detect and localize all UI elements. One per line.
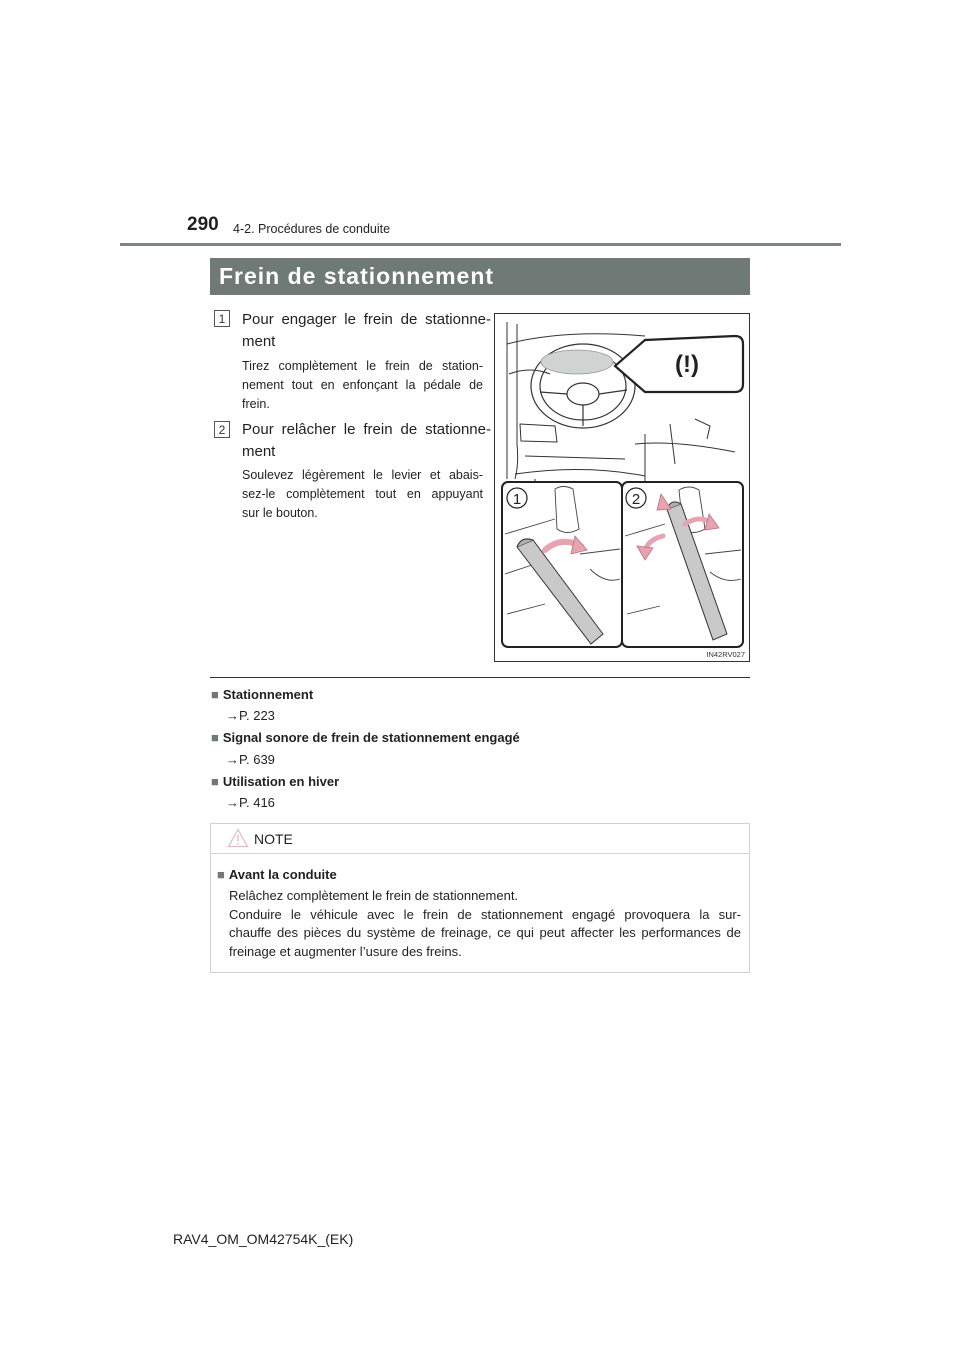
- step-2-body-line: Soulevez légèrement le levier et abais-: [242, 468, 483, 482]
- figure-code: IN42RV027: [706, 650, 745, 659]
- section-title: Frein de stationnement: [210, 258, 750, 295]
- note-heading-text: Utilisation en hiver: [222, 774, 340, 789]
- note-heading-signal-sonore: [211, 730, 520, 745]
- panel-1-label: 1: [512, 491, 522, 508]
- step-1-title-line: Pour engager le frein de stationne-: [242, 311, 491, 328]
- bullet-square-icon: ■: [211, 730, 219, 745]
- brake-warning-icon: (!): [675, 351, 699, 378]
- note-heading-text: Stationnement: [222, 687, 314, 702]
- bullet-square-icon: ■: [217, 867, 225, 882]
- bullet-square-icon: ■: [211, 687, 219, 702]
- running-header: 4-2. Procédures de conduite: [233, 222, 391, 236]
- step-1-body: [242, 357, 483, 414]
- notice-box: [210, 823, 750, 973]
- notice-body: [229, 887, 741, 961]
- step-1-body-line: Tirez complètement le frein de station-: [242, 359, 483, 373]
- notice-body-line: chauffe des pièces du système de freinage, ce qui peut affecter les performances de: [229, 925, 741, 940]
- page-reference-link[interactable]: →P. 639: [226, 752, 275, 767]
- step-2-title-line: ment: [242, 443, 276, 460]
- parking-brake-illustration: [494, 313, 750, 662]
- note-heading-hiver: [211, 774, 339, 789]
- note-heading-text: Signal sonore de frein de stationnement engagé: [222, 730, 520, 745]
- section-divider: [210, 677, 750, 678]
- notice-heading-text: Avant la conduite: [228, 867, 337, 882]
- bullet-square-icon: ■: [211, 774, 219, 789]
- warning-triangle-icon: [227, 828, 249, 848]
- step-2-title-line: Pour relâcher le frein de stationne-: [242, 421, 491, 438]
- step-number-2: 2: [214, 421, 230, 438]
- step-number-1: 1: [214, 310, 230, 327]
- header-rule: [120, 243, 841, 246]
- step-1-body-line: frein.: [242, 397, 270, 411]
- step-1-body-line: nement tout en enfonçant la pédale de: [242, 378, 483, 392]
- notice-body-line: Relâchez complètement le frein de stationnement.: [229, 888, 519, 903]
- step-2-body-line: sez-le complètement tout en appuyant: [242, 487, 483, 501]
- note-heading-stationnement: [211, 687, 313, 702]
- document-footer: RAV4_OM_OM42754K_(EK): [173, 1231, 354, 1247]
- page-reference-link[interactable]: →P. 416: [226, 795, 275, 810]
- step-2-title: [242, 419, 491, 463]
- step-1-title: [242, 309, 491, 353]
- page-number: 290: [187, 214, 219, 235]
- step-2-body-line: sur le bouton.: [242, 506, 318, 520]
- notice-body-line: freinage et augmenter l’usure des freins.: [229, 943, 462, 959]
- notice-heading: [217, 867, 337, 882]
- step-1-title-line: ment: [242, 333, 276, 350]
- step-2-body: [242, 466, 483, 523]
- page-reference-link[interactable]: →P. 223: [226, 708, 275, 723]
- panel-2-label: 2: [631, 491, 641, 508]
- instrument-highlight: [541, 350, 613, 374]
- notice-label: NOTE: [254, 831, 293, 847]
- illustration-drawing: [495, 314, 749, 661]
- notice-header-divider: [211, 853, 749, 854]
- notice-body-line: Conduire le véhicule avec le frein de stationnement engagé provoquera la sur-: [229, 906, 741, 922]
